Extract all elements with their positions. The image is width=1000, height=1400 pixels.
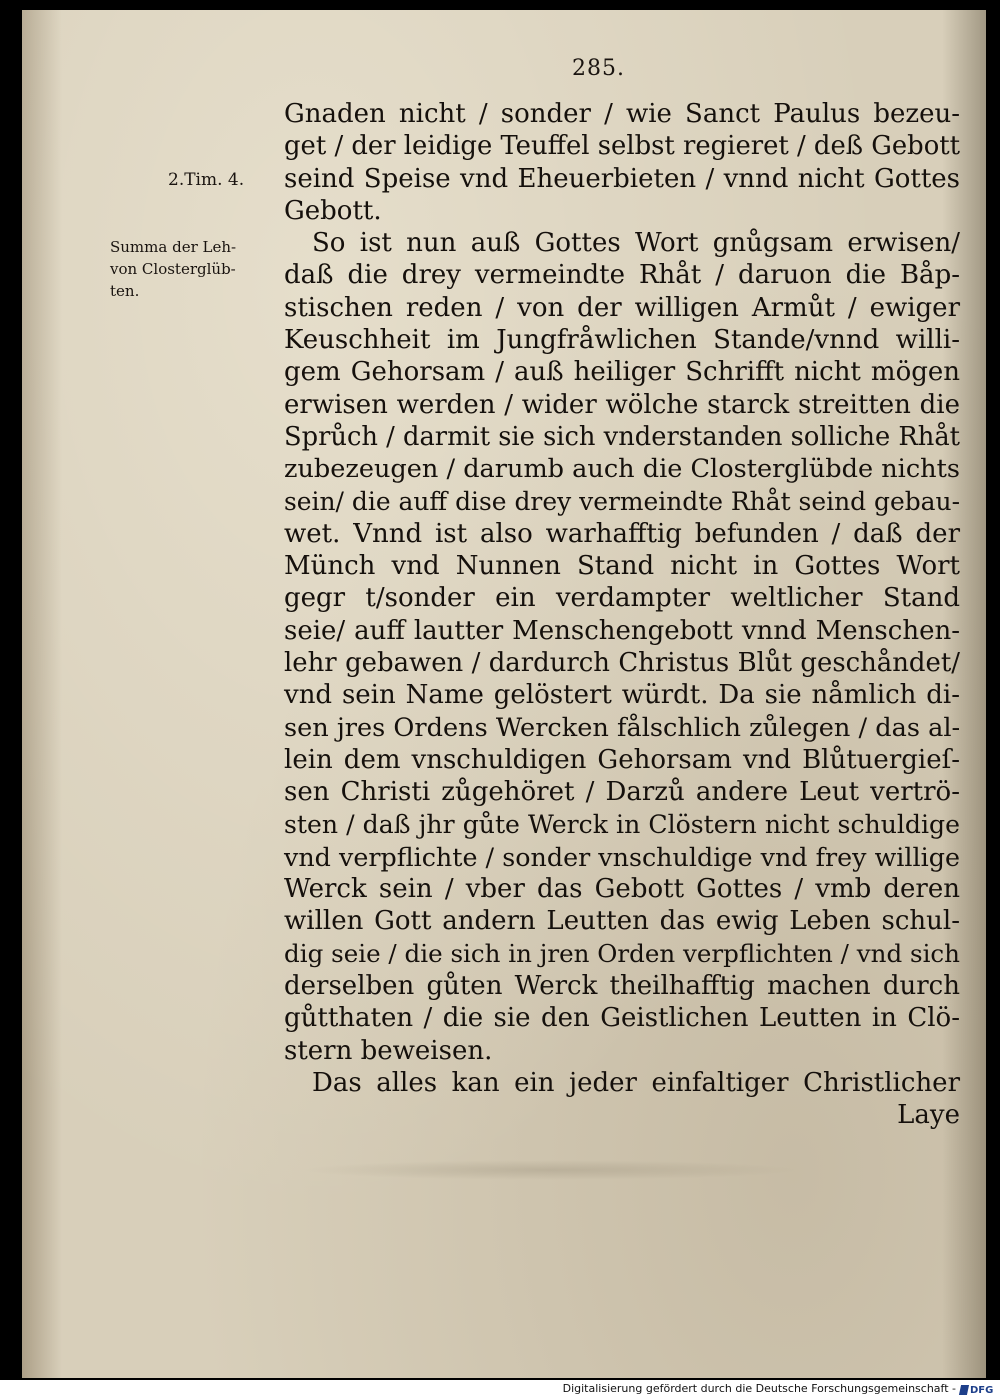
text-line: vnd sein Name gelöstert würdt. Da sie nåmlich di- bbox=[284, 680, 960, 711]
text-line: lehr gebawen / dardurch Christus Blůt geschåndet/ bbox=[284, 648, 960, 679]
text-line: Das alles kan ein jeder einfaltiger Christlicher bbox=[312, 1067, 960, 1098]
page-number: 285. bbox=[572, 56, 625, 81]
text-line: get / der leidige Teuffel selbst regieret / deß Gebott bbox=[284, 131, 961, 162]
text-line: stern beweisen. bbox=[284, 1035, 493, 1066]
text-line: lein dem vnschuldigen Gehorsam vnd Blůtuergieſ- bbox=[284, 744, 960, 775]
dfg-logo bbox=[960, 1383, 994, 1397]
dfg-logo-icon bbox=[959, 1385, 969, 1395]
text-line: willen Gott andern Leutten das ewig Leben schul- bbox=[284, 906, 960, 937]
text-line: So ist nun auß Gottes Wort gnůgsam erwisen/ bbox=[312, 228, 960, 259]
margin-summary-line: von Closterglüb- bbox=[110, 260, 236, 278]
text-line: sten / daß jhr gůte Werck in Clöstern nicht schuldige bbox=[284, 809, 960, 839]
show-through bbox=[300, 1160, 800, 1180]
text-line: Gebott. bbox=[284, 195, 382, 226]
text-line: seind Speise vnd Eheuerbieten / vnnd nicht Gottes bbox=[284, 163, 960, 194]
funding-notice: Digitalisierung gefördert durch die Deutsche Forschungsgemeinschaft - bbox=[562, 1382, 956, 1395]
text-line: Münch vnd Nunnen Stand nicht in Gottes Wort bbox=[284, 551, 960, 582]
margin-reference: 2.Tim. 4. bbox=[168, 170, 245, 190]
text-line: Keuschheit im Jungfråwlichen Stande/vnnd willi- bbox=[284, 325, 960, 356]
catchword: Laye bbox=[897, 1100, 960, 1131]
text-line: zubezeugen / darumb auch die Closterglübde nichts bbox=[284, 454, 960, 485]
text-line: stischen reden / von der willigen Armůt / ewiger bbox=[284, 292, 960, 323]
text-line: Gnaden nicht / sonder / wie Sanct Paulus bezeu- bbox=[284, 99, 960, 129]
dfg-logo-text: DFG bbox=[970, 1384, 994, 1396]
text-line: Werck sein / vber das Gebott Gottes / vmb deren bbox=[284, 874, 960, 905]
margin-summary-line: ten. bbox=[110, 282, 140, 300]
margin-summary bbox=[110, 236, 278, 302]
text-line: wet. Vnnd ist also warhafftig befunden / daß der bbox=[284, 518, 960, 549]
text-line: derselben gůten Werck theilhafftig machen durch bbox=[284, 971, 960, 1002]
body-text bbox=[284, 98, 960, 1132]
text-line: seie/ auff lautter Menschengebott vnnd Menschen- bbox=[284, 615, 960, 646]
text-line: gůtthaten / die sie den Geistlichen Leutten in Clö- bbox=[284, 1003, 960, 1034]
text-line: dig seie / die sich in jren Orden verpflichten / vnd sich bbox=[284, 938, 960, 968]
text-line: Sprůch / darmit sie sich vnderstanden solliche Rhåt bbox=[284, 421, 960, 452]
text-line: daß die drey vermeindte Rhåt / daruon die Båp- bbox=[284, 260, 960, 291]
text-line: gegr t/sonder ein verdampter weltlicher Stand bbox=[284, 583, 960, 614]
text-line: sen Christi zůgehöret / Darzů andere Leut vertrö- bbox=[284, 777, 960, 808]
margin-summary-line: Summa der Leh- bbox=[110, 238, 237, 256]
text-line: vnd verpflichte / sonder vnschuldige vnd frey willige bbox=[284, 841, 960, 872]
text-line: erwisen werden / wider wölche starck streitten die bbox=[284, 389, 960, 420]
text-line: gem Gehorsam / auß heiliger Schrifft nicht mögen bbox=[284, 357, 960, 388]
text-line: sen jres Ordens Wercken fålschlich zůlegen / das al- bbox=[284, 712, 961, 743]
text-line: sein/ die auff dise drey vermeindte Rhåt seind gebau- bbox=[284, 486, 960, 516]
